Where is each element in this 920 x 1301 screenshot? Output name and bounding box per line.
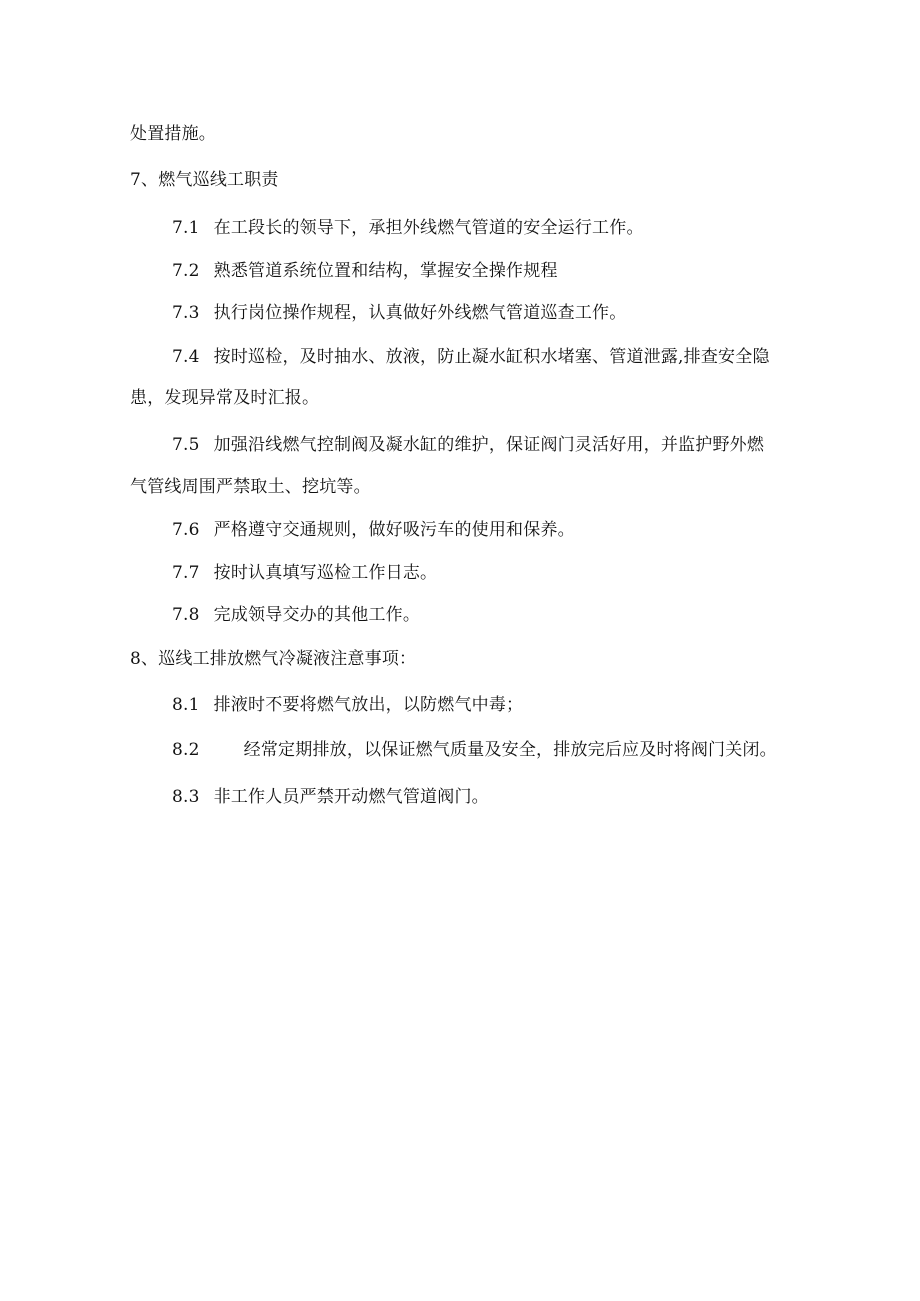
list-item-7-7 <box>172 561 437 585</box>
item-number: 7.4 <box>172 347 200 367</box>
item-number: 7.3 <box>172 303 200 323</box>
list-item-7-2 <box>172 259 558 283</box>
list-item-8-1 <box>172 693 523 717</box>
item-text: 熟悉管道系统位置和结构，掌握安全操作规程 <box>213 261 558 281</box>
item-text: 加强沿线燃气控制阀及凝水缸的维护，保证阀门灵活好用，并监护野外燃 <box>213 435 765 455</box>
list-item-7-1 <box>172 216 644 240</box>
item-text: 执行岗位操作规程，认真做好外线燃气管道巡查工作。 <box>213 303 627 323</box>
item-text: 按时认真填写巡检工作日志。 <box>213 563 438 583</box>
list-item-7-6 <box>172 518 575 542</box>
section-8-heading: 8、巡线工排放燃气冷凝液注意事项： <box>130 649 417 669</box>
item-number: 8.1 <box>172 695 200 715</box>
item-number: 7.2 <box>172 261 200 281</box>
item-number: 7.7 <box>172 563 200 583</box>
item-number: 7.6 <box>172 520 200 540</box>
list-item-7-3 <box>172 301 626 325</box>
list-item-8-3 <box>172 785 489 809</box>
list-item-8-2 <box>172 738 777 762</box>
list-item-7-8 <box>172 603 420 627</box>
list-item-7-5 <box>172 433 764 457</box>
item-number: 8.2 <box>172 740 200 760</box>
item-number: 7.1 <box>172 218 200 238</box>
section-7-heading: 7、燃气巡线工职责 <box>130 170 279 190</box>
item-text: 非工作人员严禁开动燃气管道阀门。 <box>213 787 489 807</box>
item-text: 经常定期排放，以保证燃气质量及安全，排放完后应及时将阀门关闭。 <box>243 740 777 760</box>
intro-tail-text: 处置措施。 <box>130 124 216 144</box>
list-item-7-5-continuation: 气管线周围严禁取土、挖坑等。 <box>130 477 371 497</box>
item-number: 7.5 <box>172 435 200 455</box>
item-text: 严格遵守交通规则，做好吸污车的使用和保养。 <box>213 520 575 540</box>
item-text: 在工段长的领导下，承担外线燃气管道的安全运行工作。 <box>213 218 644 238</box>
item-text: 排液时不要将燃气放出，以防燃气中毒； <box>213 695 524 715</box>
list-item-7-4-continuation: 患，发现异常及时汇报。 <box>130 388 320 408</box>
item-number: 7.8 <box>172 605 200 625</box>
item-number: 8.3 <box>172 787 200 807</box>
item-text: 按时巡检，及时抽水、放液，防止凝水缸积水堵塞、管道泄露,排查安全隐 <box>213 347 770 367</box>
item-text: 完成领导交办的其他工作。 <box>213 605 421 625</box>
list-item-7-4 <box>172 345 770 369</box>
